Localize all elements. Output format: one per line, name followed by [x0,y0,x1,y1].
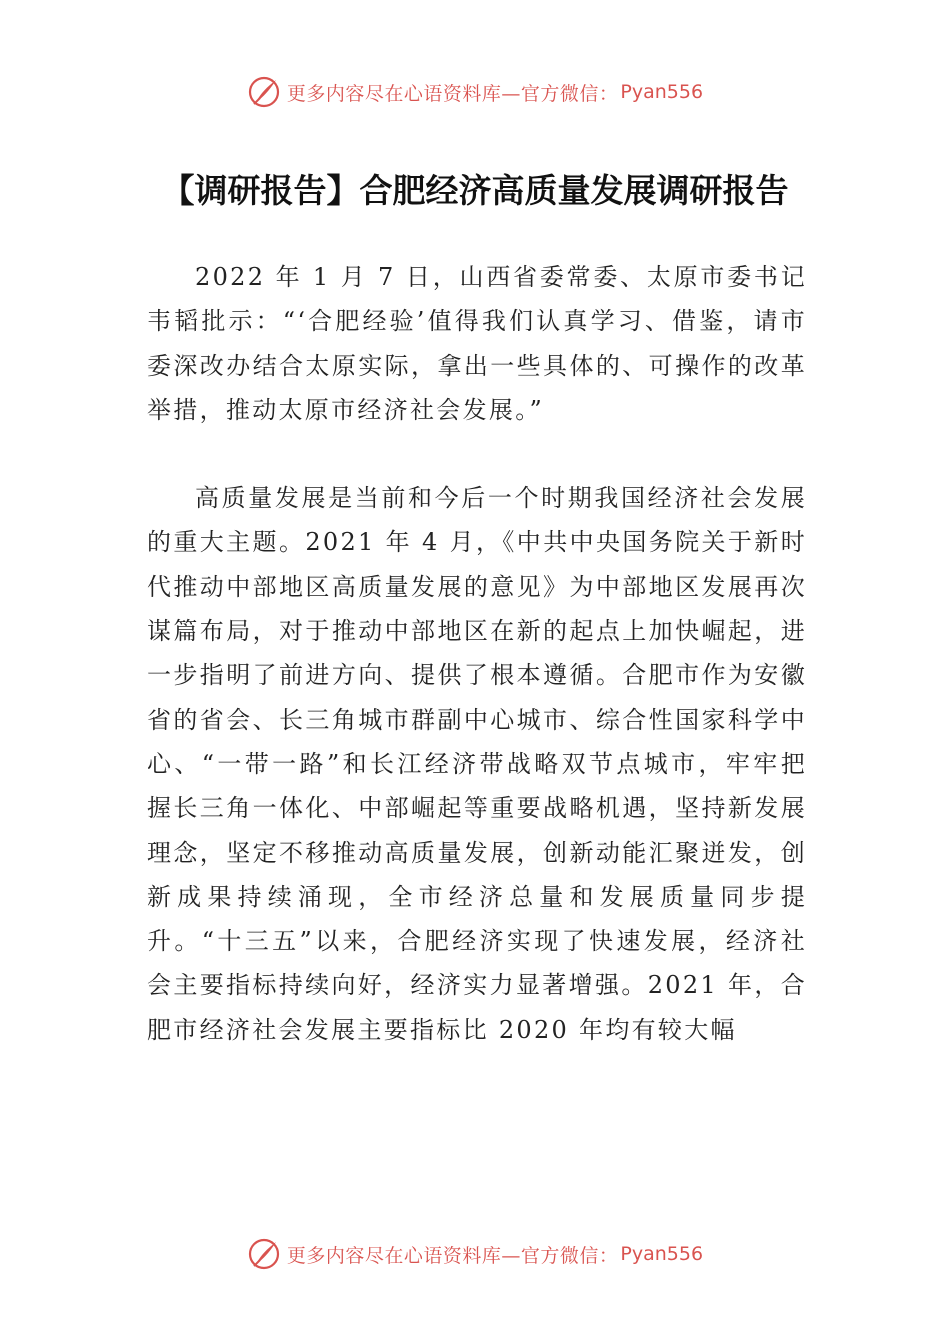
watermark-handle: Pyan556 [620,1243,704,1265]
document-body [147,255,807,1052]
watermark-handle: Pyan556 [620,81,704,103]
footer-watermark [0,1234,950,1274]
document-title: 【调研报告】合肥经济高质量发展调研报告 [161,171,789,210]
paragraph-2: 高质量发展是当前和今后一个时期我国经济社会发展的重大主题。2021 年 4 月，《中共中央国务院关于新时代推动中部地区高质量发展的意见》为中部地区发展再次谋篇布局，对于推动中部地区在新的起点上加快崛起，进一步指明了前进方向、提供了根本遵循。合肥市作为安徽省的省会、长三角城市群副中心城市、综合性国家科学中心、“一带一路”和长江经济带战略双节点城市，牢牢把握长三角一体化、中部崛起等重要战略机遇，坚持新发展理念，坚定不移推动高质量发展，创新动能汇聚迸发，创新成果持续涌现，全市经济总量和发展质量同步提升。“十三五”以来，合肥经济实现了快速发展，经济社会主要指标持续向好，经济实力显著增强。2021 年，合肥市经济社会发展主要指标比 2020 年均有较大幅 [147,484,807,1044]
feather-pen-logo-icon [247,75,281,109]
header-watermark [0,72,950,112]
feather-pen-logo-icon [247,1237,281,1271]
watermark-text: 更多内容尽在心语资料库—官方微信： [286,82,619,105]
watermark-text: 更多内容尽在心语资料库—官方微信： [286,1244,619,1267]
paragraph-1: 2022 年 1 月 7 日，山西省委常委、太原市委书记韦韬批示：“‘合肥经验’值得我们认真学习、借鉴，请市委深改办结合太原实际，拿出一些具体的、可操作的改革举措，推动太原市经济社会发展。” [147,263,807,424]
